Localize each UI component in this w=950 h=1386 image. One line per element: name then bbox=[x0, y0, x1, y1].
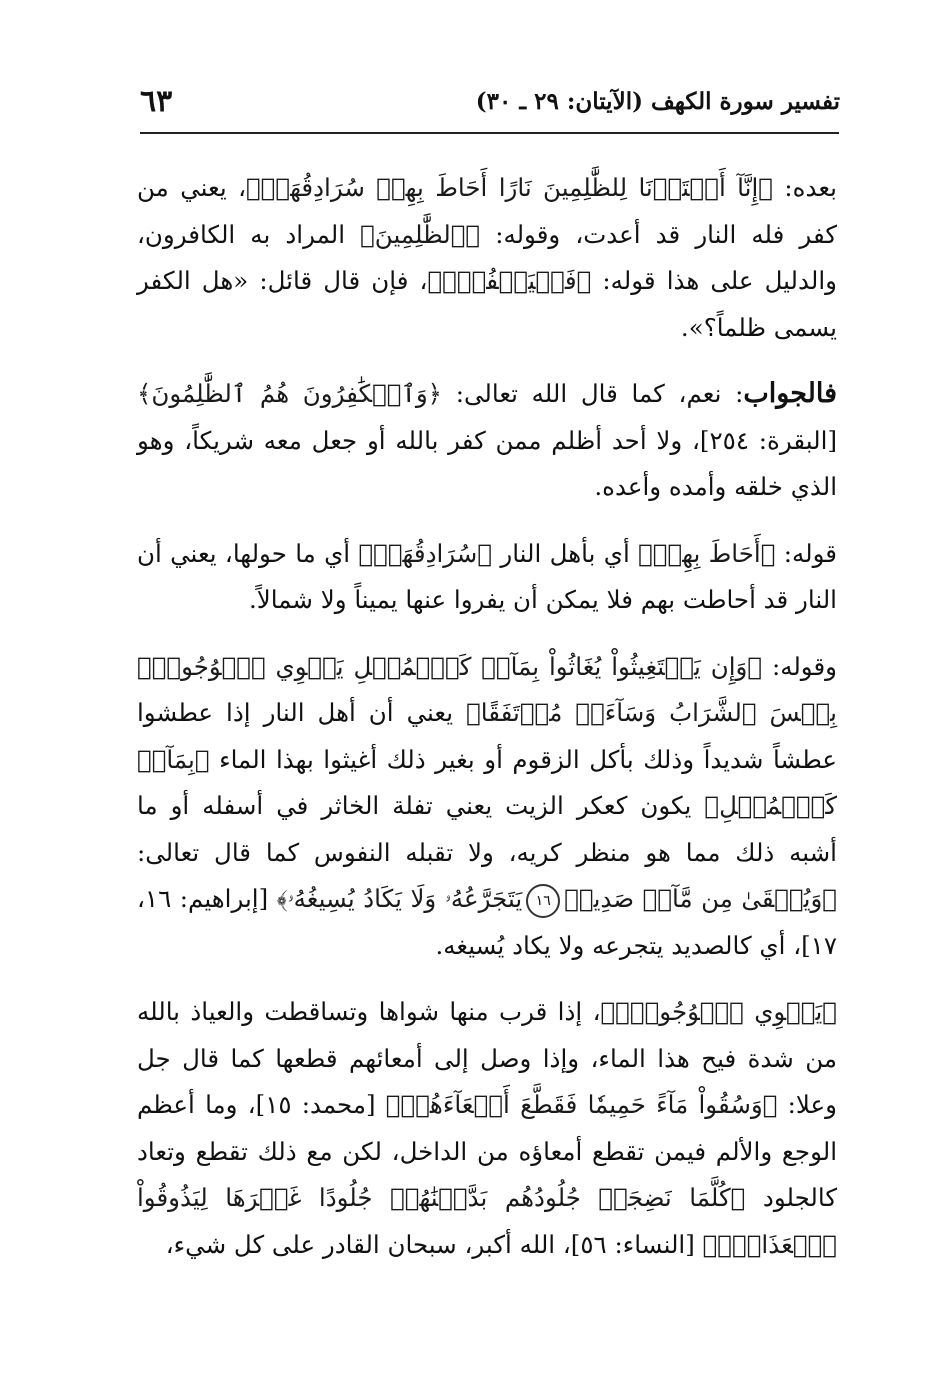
text-segment: بعده: bbox=[772, 173, 837, 202]
text-segment: : نعم، كما قال الله تعالى: bbox=[442, 379, 744, 408]
quran-verse: ﴿وَإِن يَسۡتَغِيثُواْ يُغَاثُواْ بِمَآءٖ كَٱلۡمُهۡلِ يَشۡوِي ٱلۡوُجُوهَۚ بِئۡسَ ٱلشَّرَابُ وَسَآءَتۡ مُرۡتَفَقًا﴾ bbox=[137, 651, 837, 727]
text-segment: المراد به الكافرون، والدليل على هذا قوله: bbox=[137, 219, 837, 295]
quran-verse: ﴿أَحَاطَ بِهِمۡ﴾ bbox=[638, 538, 776, 568]
quran-verse: ﴿فَلۡيَكۡفُرۡۚ﴾ bbox=[427, 266, 592, 295]
paragraph bbox=[137, 531, 837, 624]
quran-verse: ﴿بِمَآءٖ كَٱلۡمُهۡلِ﴾ bbox=[137, 744, 837, 820]
text-segment: يكون كعكر الزيت يعني تفلة الخاثر في أسفله أو ما أشبه ذلك مما هو منظر كريه، ولا تقبله النفوس كما قال تعالى: bbox=[137, 791, 837, 867]
answer-lead: فالجواب bbox=[743, 378, 837, 409]
paragraph bbox=[137, 644, 837, 970]
text-segment: يعني أن أهل النار إذا عطشوا عطشاً شديداً وذلك بأكل الزقوم أو بغير ذلك أغيثوا بهذا الماء bbox=[137, 698, 837, 774]
running-title: تفسير سورة الكهف (الآيتان: ٢٩ ـ ٣٠) bbox=[475, 88, 840, 115]
quran-verse: ﴿ٱلظَّٰلِمِينَ﴾ bbox=[360, 219, 481, 249]
text-segment: [البقرة: ٢٥٤]، ولا أحد أظلم ممن كفر بالله أو جعل معه شريكاً، وهو الذي خلقه وأمده وأعده. bbox=[137, 425, 838, 501]
quran-verse: ﴿وَيُسۡقَىٰ مِن مَّآءٖ صَدِيدٖ bbox=[564, 884, 837, 913]
text-segment: ، إذا قرب منها شواها وتساقطت والعياذ بالله من شدة فيح هذا الماء، وإذا وصل إلى أمعائهم قطعها كما قال جل وعلا: bbox=[137, 997, 837, 1119]
paragraph bbox=[137, 371, 837, 511]
text-segment: وقوله: bbox=[762, 651, 837, 681]
text-segment: أي ما حولها، يعني أن النار قد أحاطت بهم فلا يمكن أن يفروا عنها يميناً ولا شمالاً. bbox=[137, 538, 837, 614]
quran-verse: ﴿كُلَّمَا نَضِجَتۡ جُلُودُهُم بَدَّلۡنَٰهُمۡ جُلُودًا غَيۡرَهَا لِيَذُوقُواْ ٱلۡعَذَابَۗ﴾ bbox=[137, 1183, 837, 1259]
text-segment: [محمد: ١٥]، وما أعظم الوجع والألم فيمن تقطع أمعاؤه من الداخل، لكن مع ذلك تقطع وتعاد كالجلود bbox=[137, 1090, 837, 1212]
page-header bbox=[140, 84, 840, 128]
page-number: ٦٣ bbox=[140, 84, 173, 119]
text-segment: [النساء: ٥٦]، الله أكبر، سبحان القادر على كل شيء، bbox=[165, 1229, 703, 1259]
text-segment: ، فإن قال قائل: «هل الكفر يسمى ظلماً؟». bbox=[137, 266, 837, 342]
paragraph bbox=[137, 989, 837, 1268]
ayah-number-marker: ١٦ bbox=[526, 884, 560, 918]
text-segment: أي بأهل النار bbox=[492, 538, 639, 568]
quran-verse: ﴿إِنَّآ أَعۡتَدۡنَا لِلظَّٰلِمِينَ نَارًا أَحَاطَ بِهِمۡ سُرَادِقُهَاۚ﴾ bbox=[245, 173, 773, 202]
quran-verse: يَتَجَرَّعُهُۥ وَلَا يَكَادُ يُسِيغُهُۥ﴾ bbox=[276, 884, 523, 913]
quran-verse: ﴿وَٱلۡكَٰفِرُونَ هُمُ ٱلظَّٰلِمُونَ﴾ bbox=[137, 379, 443, 408]
paragraph bbox=[137, 165, 837, 351]
quran-verse: ﴿يَشۡوِي ٱلۡوُجُوهَۚ﴾ bbox=[600, 997, 837, 1026]
header-rule bbox=[140, 132, 839, 134]
text-segment: ، يعني من كفر فله النار قد أعدت، وقوله: bbox=[137, 173, 837, 249]
quran-verse: ﴿سُرَادِقُهَاۚ﴾ bbox=[358, 538, 493, 568]
quran-verse: ﴿وَسُقُواْ مَآءً حَمِيمٗا فَقَطَّعَ أَمۡعَآءَهُمۡ﴾ bbox=[385, 1090, 778, 1119]
text-segment: قوله: bbox=[775, 538, 837, 568]
text-segment: [إبراهيم: ١٦، ١٧]، أي كالصديد يتجرعه ولا يكاد يُسيغه. bbox=[137, 884, 837, 960]
body-text bbox=[137, 165, 837, 1268]
